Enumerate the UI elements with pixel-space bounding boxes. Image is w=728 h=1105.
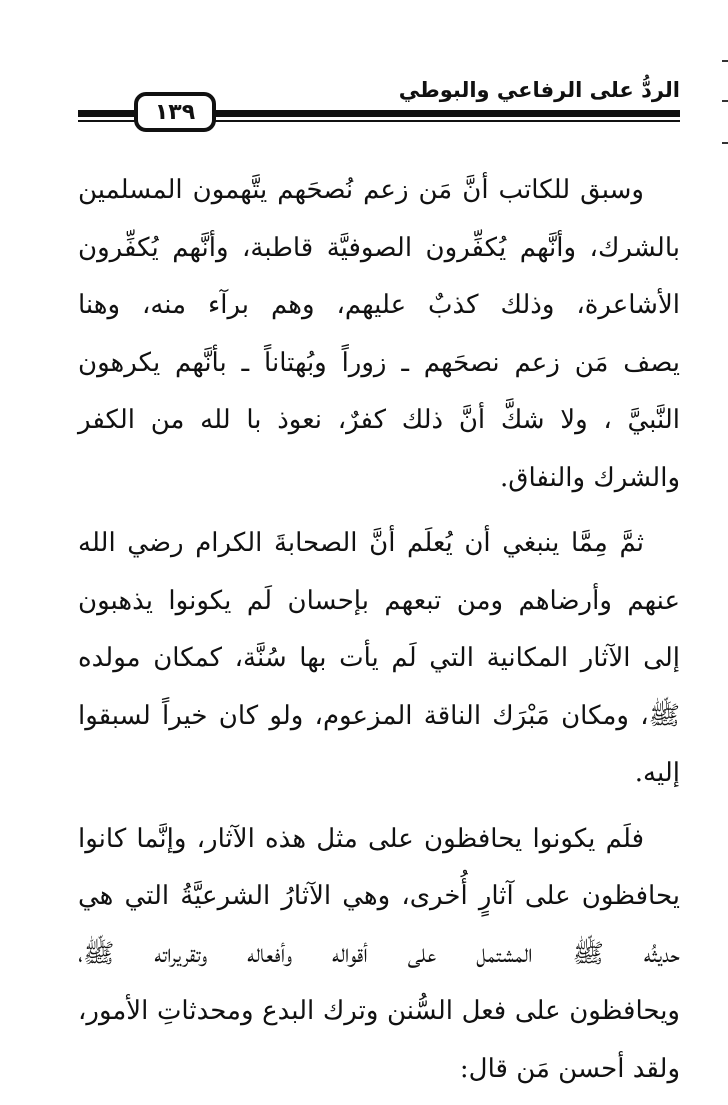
text-line: ﷺ، ومكان مَبْرَك الناقة المزعوم، ولو كان خيراً لسبقوا xyxy=(78,700,680,731)
paragraph-3 xyxy=(78,811,680,1099)
text-line: وسبق للكاتب أنَّ مَن زعم نُصحَهم يتَّهمون المسلمين xyxy=(78,175,644,205)
page-number-frame xyxy=(134,92,216,132)
text-line: إليه. xyxy=(634,758,680,788)
paragraph-1 xyxy=(78,162,680,507)
paragraph-2 xyxy=(78,515,680,803)
text-line: عنهم وأرضاهم ومن تبعهم بإحسان لَم يكونوا يذهبون xyxy=(78,585,680,616)
text-line: والشرك والنفاق. xyxy=(500,462,680,493)
text-line: فلَم يكونوا يحافظون على مثل هذه الآثار، وإنَّما كانوا xyxy=(78,823,644,854)
text-line: بالشرك، وأنَّهم يُكفِّرون الصوفيَّة قاطبة، وأنَّهم يُكفِّرون xyxy=(78,232,680,263)
text-line: يصف مَن زعم نصحَهم ـ زوراً وبُهتاناً ـ بأنَّهم يكرهون xyxy=(78,347,680,378)
page-edge-marks xyxy=(722,60,728,150)
body-text xyxy=(78,162,680,1098)
text-line: يحافظون على آثارٍ أُخرى، وهي الآثارُ الشرعيَّةُ التي هي xyxy=(78,881,680,911)
text-line: إلى الآثار المكانية التي لَم يأت بها سُنَّة، كمكان مولده xyxy=(78,643,680,673)
text-line: النَّبيَّ ، ولا شكَّ أنَّ ذلك كفرٌ، نعوذ با لله من الكفر xyxy=(78,405,680,435)
text-line: ولقد أحسن مَن قال: xyxy=(459,1053,680,1084)
running-title: الردُّ على الرفاعي والبوطي xyxy=(398,78,680,102)
page-header xyxy=(78,72,680,132)
text-line: ثمَّ مِمَّا ينبغي أن يُعلَم أنَّ الصحابةَ الكرام رضي الله xyxy=(78,528,644,558)
text-line: الأشاعرة، وذلك كذبٌ عليهم، وهم برآء منه، وهنا xyxy=(78,290,680,320)
page-number: ١٣٩ xyxy=(154,99,196,125)
text-line: حديثُه ﷺ المشتمل على أقواله وأفعاله وتقريراته ﷺ، xyxy=(78,938,680,969)
text-line: ويحافظون على فعل السُّنن وترك البدع ومحدثاتِ الأمور، xyxy=(78,996,680,1026)
